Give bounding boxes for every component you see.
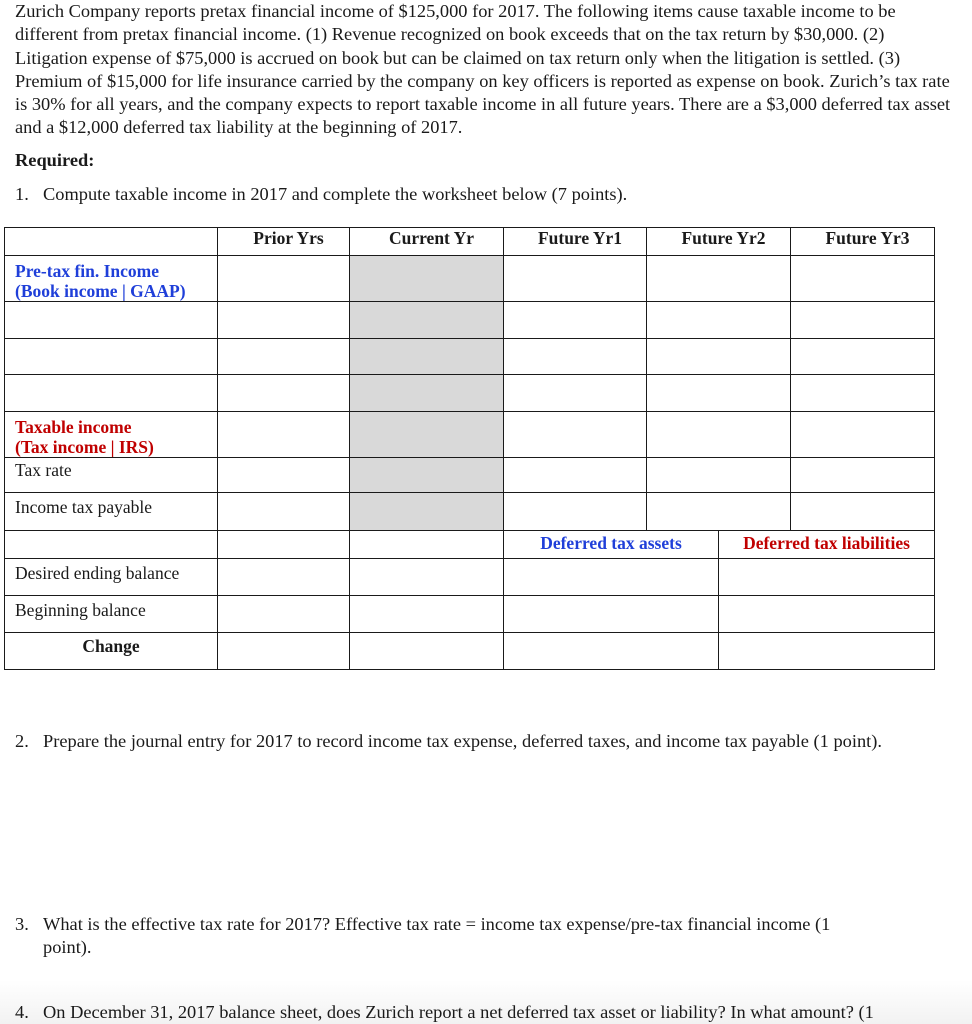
question-4: [15, 1002, 874, 1023]
blank-cell: [350, 633, 504, 670]
question-text: What is the effective tax rate for 2017? Effective tax rate = income tax expense/pre-tax financial income (1: [43, 914, 831, 934]
input-cell[interactable]: [350, 375, 504, 412]
question-number: 3.: [15, 914, 29, 934]
deferred-tax-assets-header: Deferred tax assets: [504, 531, 719, 559]
question-number: 4.: [15, 1002, 29, 1022]
deferred-tax-liabilities-header: Deferred tax liabilities: [719, 531, 935, 559]
input-cell[interactable]: [218, 256, 350, 302]
question-text: Compute taxable income in 2017 and complete the worksheet below (7 points).: [43, 184, 628, 204]
blank-cell: [218, 531, 350, 559]
input-cell[interactable]: [5, 302, 218, 339]
pretax-income-label: [5, 256, 218, 302]
header-blank: [5, 228, 218, 256]
header-row: [5, 228, 935, 256]
change-label: Change: [5, 633, 218, 670]
required-heading: Required:: [15, 150, 95, 170]
taxable-income-label: [5, 412, 218, 458]
blank-cell: [218, 559, 350, 596]
input-cell[interactable]: [791, 302, 935, 339]
input-cell[interactable]: [504, 302, 647, 339]
input-cell[interactable]: [791, 339, 935, 375]
input-cell[interactable]: [504, 339, 647, 375]
input-cell[interactable]: [647, 412, 791, 458]
input-cell[interactable]: [791, 256, 935, 302]
header-future-yr1: Future Yr1: [504, 228, 647, 256]
taxable-income-row: [5, 412, 935, 458]
question-number: 2.: [15, 731, 29, 751]
input-cell[interactable]: [218, 458, 350, 493]
question-number: 1.: [15, 184, 29, 204]
input-cell[interactable]: [719, 633, 935, 670]
deferred-header-row: [5, 531, 935, 559]
input-cell[interactable]: [218, 339, 350, 375]
question-1: [15, 184, 627, 205]
worksheet-table: [4, 227, 935, 670]
input-cell[interactable]: [5, 339, 218, 375]
change-row: [5, 633, 935, 670]
tax-rate-row: [5, 458, 935, 493]
blank-row-2: [5, 339, 935, 375]
blank-row-3: [5, 375, 935, 412]
input-cell[interactable]: [218, 493, 350, 531]
blank-cell: [218, 633, 350, 670]
input-cell[interactable]: [791, 493, 935, 531]
question-text-continued: point).: [43, 937, 92, 957]
input-cell[interactable]: [350, 256, 504, 302]
input-cell[interactable]: [647, 458, 791, 493]
income-tax-payable-label: Income tax payable: [5, 493, 218, 531]
problem-statement: Zurich Company reports pretax financial income of $125,000 for 2017. The following items cause taxable income to be different from pretax financial income. (1) Revenue recognized on book exceeds that on the tax return by $30,000. (2) Litigation expense of $75,000 is accrued on book but can be claimed on tax return only when the litigation is settled. (3) Premium of $15,000 for life insurance carried by the company on key officers is reported as expense on book. Zurich’s tax rate is 30% for all years, and the company expects to report taxable income in all future years. There are a $3,000 deferred tax asset and a $12,000 deferred tax liability at the beginning of 2017.: [15, 1, 951, 138]
taxable-label-line1: Taxable income: [15, 417, 132, 437]
input-cell[interactable]: [791, 412, 935, 458]
input-cell[interactable]: [350, 412, 504, 458]
input-cell[interactable]: [218, 412, 350, 458]
input-cell[interactable]: [504, 493, 647, 531]
input-cell[interactable]: [719, 596, 935, 633]
input-cell[interactable]: [647, 375, 791, 412]
header-current-yr: Current Yr: [350, 228, 504, 256]
header-future-yr2: Future Yr2: [647, 228, 791, 256]
blank-cell: [350, 596, 504, 633]
header-future-yr3: Future Yr3: [791, 228, 935, 256]
blank-cell: [218, 596, 350, 633]
beginning-balance-label: Beginning balance: [5, 596, 218, 633]
blank-row-1: [5, 302, 935, 339]
input-cell[interactable]: [350, 302, 504, 339]
input-cell[interactable]: [504, 256, 647, 302]
input-cell[interactable]: [350, 339, 504, 375]
tax-rate-label: Tax rate: [5, 458, 218, 493]
header-prior-yrs: Prior Yrs: [218, 228, 350, 256]
income-tax-payable-row: [5, 493, 935, 531]
blank-cell: [350, 531, 504, 559]
input-cell[interactable]: [647, 256, 791, 302]
input-cell[interactable]: [504, 596, 719, 633]
desired-ending-label: Desired ending balance: [5, 559, 218, 596]
input-cell[interactable]: [504, 375, 647, 412]
blank-cell: [5, 531, 218, 559]
input-cell[interactable]: [504, 458, 647, 493]
input-cell[interactable]: [218, 302, 350, 339]
pretax-label-line1: Pre-tax fin. Income: [15, 261, 160, 281]
input-cell[interactable]: [504, 633, 719, 670]
input-cell[interactable]: [218, 375, 350, 412]
input-cell[interactable]: [791, 375, 935, 412]
taxable-label-line2: (Tax income | IRS): [15, 437, 154, 457]
input-cell[interactable]: [719, 559, 935, 596]
input-cell[interactable]: [647, 493, 791, 531]
input-cell[interactable]: [504, 412, 647, 458]
question-2: [15, 731, 882, 752]
desired-ending-row: [5, 559, 935, 596]
input-cell[interactable]: [647, 339, 791, 375]
blank-cell: [350, 559, 504, 596]
input-cell[interactable]: [5, 375, 218, 412]
input-cell[interactable]: [791, 458, 935, 493]
beginning-balance-row: [5, 596, 935, 633]
question-text: On December 31, 2017 balance sheet, does Zurich report a net deferred tax asset or liability? In what amount? (1: [43, 1002, 874, 1022]
input-cell[interactable]: [504, 559, 719, 596]
pretax-label-line2: (Book income | GAAP): [15, 281, 186, 301]
input-cell[interactable]: [647, 302, 791, 339]
input-cell[interactable]: [350, 458, 504, 493]
input-cell[interactable]: [350, 493, 504, 531]
question-3: [15, 913, 935, 959]
question-text: Prepare the journal entry for 2017 to record income tax expense, deferred taxes, and income tax payable (1 point).: [43, 731, 883, 751]
pretax-income-row: [5, 256, 935, 302]
